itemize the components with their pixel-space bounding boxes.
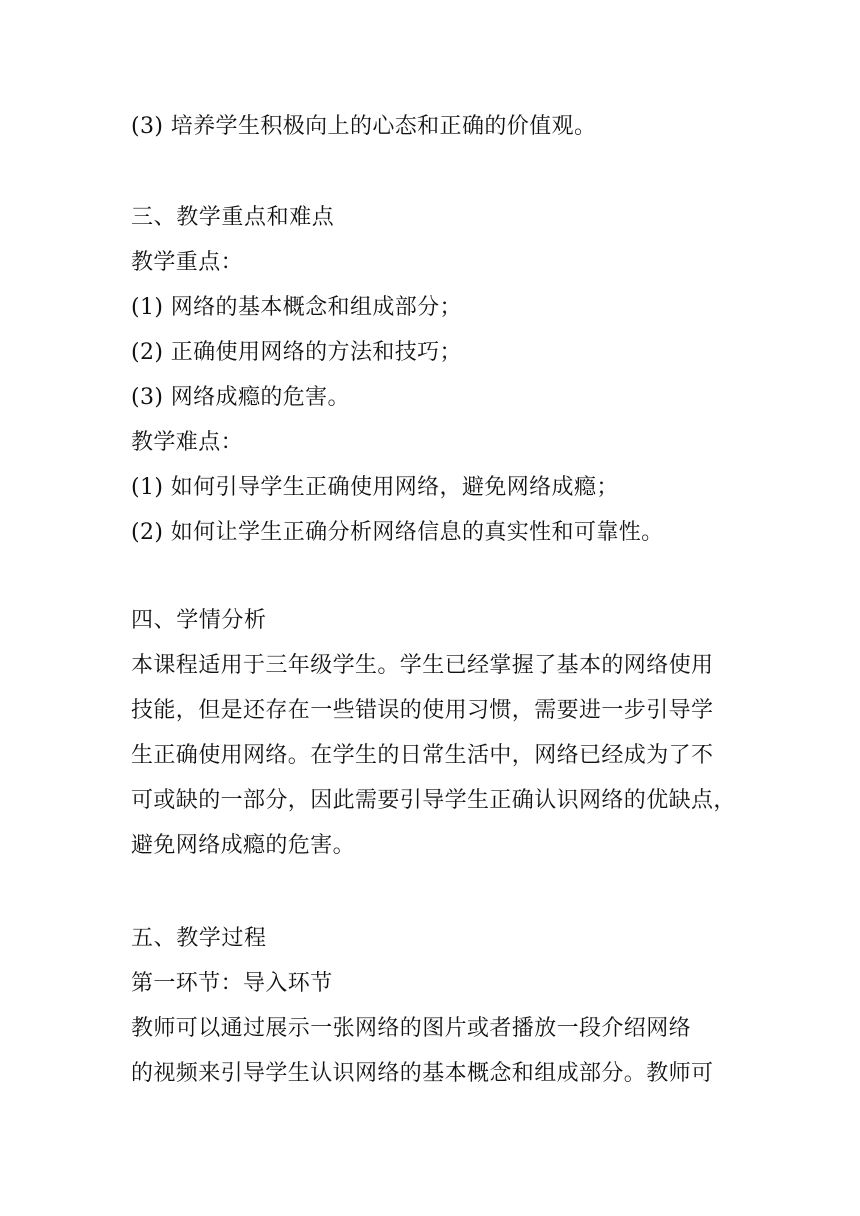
- key-points-label: 教学重点：: [131, 250, 244, 275]
- difficulty-item-2: (2) 如何让学生正确分析网络信息的真实性和可靠性。: [131, 520, 664, 545]
- learner-analysis-line: 生正确使用网络。在学生的日常生活中，网络已经成为了不: [131, 743, 714, 768]
- learner-analysis-line: 本课程适用于三年级学生。学生已经掌握了基本的网络使用: [131, 653, 714, 678]
- learner-analysis-line: 技能，但是还存在一些错误的使用习惯，需要进一步引导学: [131, 698, 714, 723]
- learner-analysis-line: 可或缺的一部分，因此需要引导学生正确认识网络的优缺点，: [131, 788, 736, 813]
- teaching-step-label: 第一环节：导入环节: [131, 971, 333, 996]
- teaching-process-line: 的视频来引导学生认识网络的基本概念和组成部分。教师可: [131, 1061, 714, 1086]
- section-heading-teaching-process: 五、教学过程: [131, 926, 267, 951]
- section-heading-key-points-and-difficulties: 三、教学重点和难点: [131, 205, 335, 230]
- learner-analysis-line: 避免网络成瘾的危害。: [131, 833, 356, 858]
- objective-item-3: (3) 培养学生积极向上的心态和正确的价值观。: [131, 114, 597, 139]
- key-point-item-3: (3) 网络成瘾的危害。: [131, 385, 350, 410]
- key-point-item-2: (2) 正确使用网络的方法和技巧；: [131, 340, 462, 365]
- difficulty-item-1: (1) 如何引导学生正确使用网络，避免网络成瘾；: [131, 475, 619, 500]
- key-point-item-1: (1) 网络的基本概念和组成部分；: [131, 295, 462, 320]
- difficulties-label: 教学难点：: [131, 430, 244, 455]
- section-heading-learner-analysis: 四、学情分析: [131, 608, 267, 633]
- teaching-process-line: 教师可以通过展示一张网络的图片或者播放一段介绍网络: [131, 1016, 692, 1041]
